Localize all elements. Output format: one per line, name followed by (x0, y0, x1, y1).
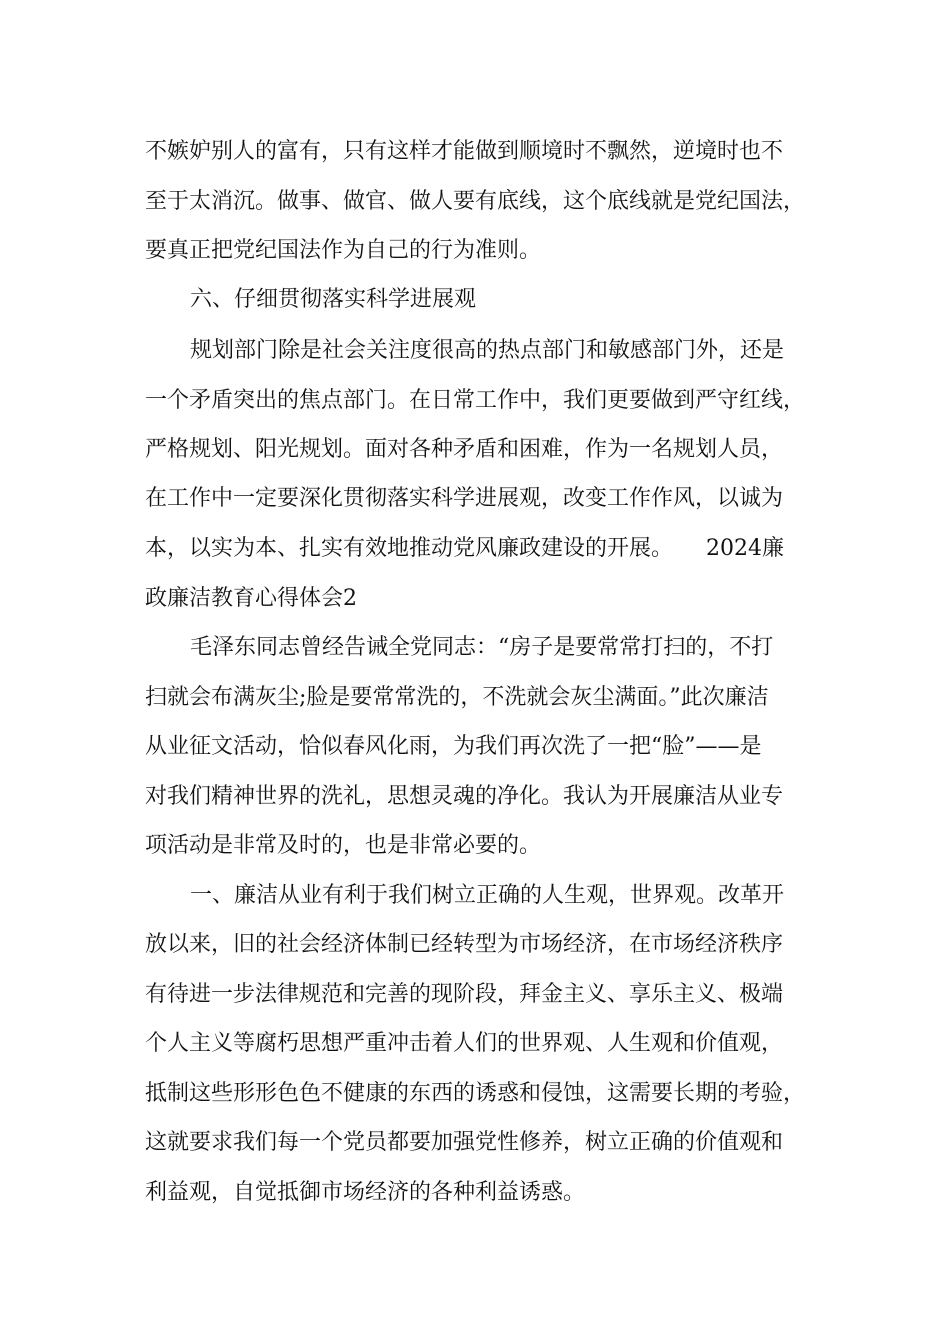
text-line: 这就要求我们每一个党员都要加强党性修养，树立正确的价值观和 (145, 1130, 784, 1155)
text-line: 放以来，旧的社会经济体制已经转型为市场经济，在市场经济秩序 (145, 932, 784, 957)
text-line: 项活动是非常及时的，也是非常必要的。 (145, 833, 542, 858)
text-line: 利益观，自觉抵御市场经济的各种利益诱惑。 (145, 1180, 586, 1205)
text-line: 对我们精神世界的洗礼，思想灵魂的净化。我认为开展廉洁从业专 (145, 784, 784, 809)
text-line: 有待进一步法律规范和完善的现阶段，拜金主义、享乐主义、极端 (145, 982, 784, 1007)
text-line: 毛泽东同志曾经告诫全党同志：“房子是要常常打扫的，不打 (190, 635, 774, 660)
text-line: 扫就会布满灰尘;脸是要常常洗的，不洗就会灰尘满面。”此次廉洁 (145, 685, 769, 710)
text-line: 本，以实为本、扎实有效地推动党风廉政建设的开展。 2024廉 (145, 536, 784, 561)
text-line: 在工作中一定要深化贯彻落实科学进展观，改变工作作风，以诚为 (145, 486, 784, 511)
text-line: 政廉洁教育心得体会2 (145, 586, 357, 611)
text-line: 个人主义等腐朽思想严重冲击着人们的世界观、人生观和价值观， (145, 1031, 784, 1056)
text-line: 严格规划、阳光规划。面对各种矛盾和困难，作为一名规划人员， (145, 437, 784, 462)
section-heading: 六、仔细贯彻落实科学进展观 (190, 287, 477, 312)
text-line: 不嫉妒别人的富有，只有这样才能做到顺境时不飘然，逆境时也不 (145, 139, 784, 164)
text-line: 至于太消沉。做事、做官、做人要有底线，这个底线就是党纪国法， (145, 189, 806, 214)
text-line: 抵制这些形形色色不健康的东西的诱惑和侵蚀，这需要长期的考验， (145, 1081, 806, 1106)
text-line: 要真正把党纪国法作为自己的行为准则。 (145, 238, 542, 263)
text-line: 从业征文活动，恰似春风化雨，为我们再次洗了一把“脸”——是 (145, 734, 762, 759)
text-line: 一、廉洁从业有利于我们树立正确的人生观，世界观。改革开 (190, 883, 785, 908)
text-line: 一个矛盾突出的焦点部门。在日常工作中，我们更要做到严守红线， (145, 388, 806, 413)
text-line: 规划部门除是社会关注度很高的热点部门和敏感部门外，还是 (190, 338, 785, 363)
